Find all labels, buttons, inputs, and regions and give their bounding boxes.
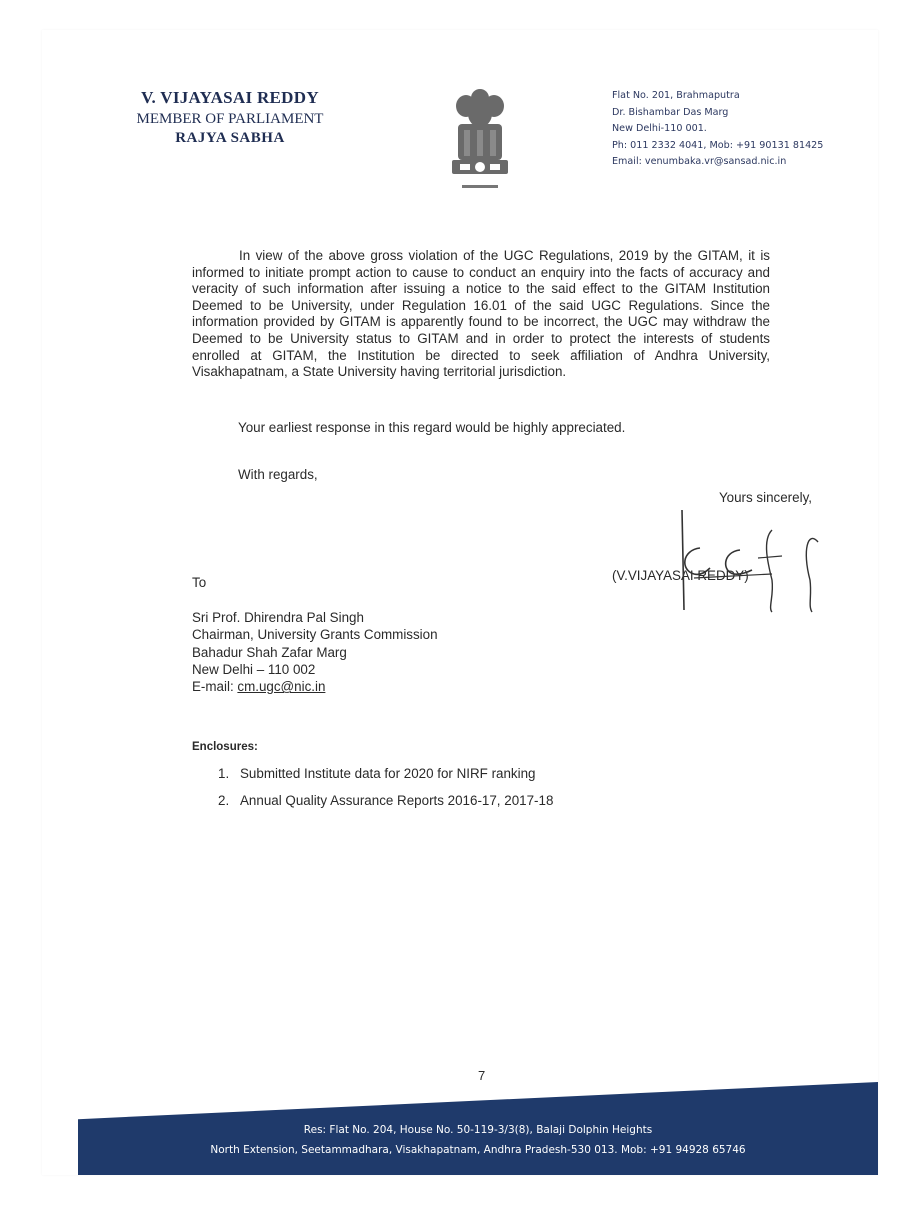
address-email: Email: venumbaka.vr@sansad.nic.in [612,156,787,167]
recipient-email-link[interactable]: cm.ugc@nic.in [237,679,326,695]
sender-address [612,88,882,171]
sender-house: RAJYA SABHA [175,130,285,146]
body-paragraph: In view of the above gross violation of the UGC Regulations, 2019 by the GITAM, it is informed to initiate prompt action to cause to conduct an enquiry into the facts of accuracy and veracity of such information after issuing a notice to the said effect to the GITAM Institution Deemed to be University, under Regulation 16.01 of the said UGC Regulations. Since the information provided by GITAM is apparently found to be incorrect, the UGC may withdraw the Deemed to be University status to GITAM and in order to protect the interests of students enrolled at GITAM, the Institution be directed to seek affiliation of Andhra University, Visakhapatnam, a State University having territorial jurisdiction. [192,248,770,380]
emblem-motto-icon [440,184,520,192]
page-number: 7 [478,1068,486,1083]
letter-page [42,30,878,1175]
footer-address [78,1120,878,1160]
enclosures-list [218,766,553,820]
recipient-block [192,609,438,695]
recipient-name: Sri Prof. Dhirendra Pal Singh [192,610,364,625]
address-line: New Delhi-110 001. [612,123,707,134]
enclosure-number: 2. [218,793,230,808]
recipient-street: Bahadur Shah Zafar Marg [192,644,347,660]
handwritten-signature-icon [622,500,822,620]
sender-name: V. VIJAYASAI REDDY [141,88,319,107]
recipient-city: New Delhi – 110 002 [192,661,316,677]
recipient-email-line [192,678,438,695]
enclosure-text: Annual Quality Assurance Reports 2016-17, 2017-18 [240,793,554,808]
national-emblem-icon [440,84,520,194]
to-label: To [192,575,207,590]
letter-body [192,248,770,381]
list-item [218,793,553,820]
sender-block [120,88,340,147]
list-item [218,766,553,793]
recipient-title: Chairman, University Grants Commission [192,627,438,643]
signatory-name: (V.VIJAYASAI REDDY) [612,568,749,583]
email-label: E-mail: [192,679,238,695]
sender-role: MEMBER OF PARLIAMENT [136,111,324,127]
enclosure-number: 1. [218,766,230,781]
address-line: Flat No. 201, Brahmaputra [612,90,740,101]
closing-block [612,490,812,600]
yours-sincerely: Yours sincerely, [718,490,812,505]
address-line: Dr. Bishambar Das Marg [612,106,729,118]
enclosures-heading: Enclosures: [192,741,258,753]
address-phone: Ph: 011 2332 4041, Mob: +91 90131 81425 [612,139,824,151]
footer-line-2: North Extension, Seetammadhara, Visakhapatnam, Andhra Pradesh-530 013. Mob: +91 94928 65746 [210,1144,746,1156]
regards-line: With regards, [238,467,318,482]
response-line: Your earliest response in this regard would be highly appreciated. [238,420,626,435]
enclosure-text: Submitted Institute data for 2020 for NIRF ranking [240,766,536,781]
footer-line-1: Res: Flat No. 204, House No. 50-119-3/3(8), Balaji Dolphin Heights [303,1124,653,1136]
